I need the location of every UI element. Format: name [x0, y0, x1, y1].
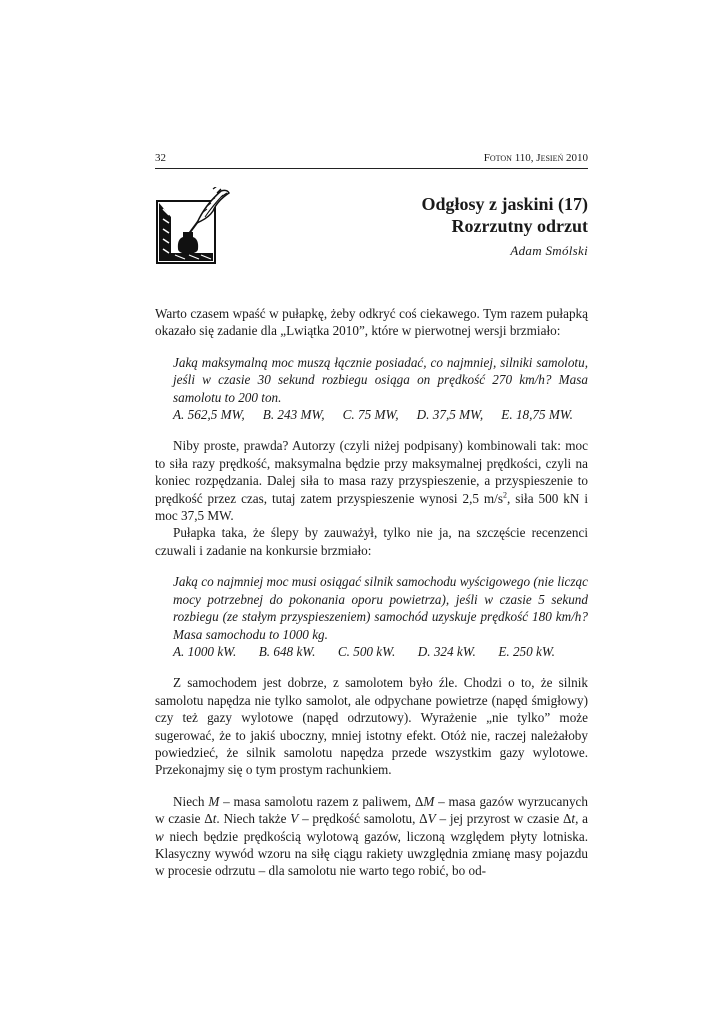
article-body	[155, 305, 588, 880]
article-author: Adam Smólski	[510, 243, 588, 258]
paragraph-4: Z samochodem jest dobrze, z samolotem było źle. Chodzi o to, że silnik samolotu napędza nie tylko samolot, ale odpychane powietrze (napęd śmigłowy) czy też gazy wylotowe (napęd odrzutowy). Wyrażenie „nie tylko” może sugerować, że to jakiś uboczny, mniej istotny efekt. Otóż nie, raczej należałoby powiedzieć, że silnik samolotu napędza przede wszystkim gazy wylotowe. Przekonajmy się o tym prostym rachunkiem.	[155, 675, 588, 778]
title-block	[421, 193, 588, 259]
quiz-answers-1	[173, 406, 573, 423]
symbol-V: V	[290, 811, 299, 827]
paragraph-2-text-a: Niby proste, prawda? Autorzy (czyli niżej podpisany) kombinowali tak: moc to siła razy prędkość, maksymalna będzie przy maksymalnej prędkości, czyli na koniec rozpędzania. Dalej siła to masa razy przyspieszenie, a przyspieszenie to prędkość przez czas, tutaj zatem przyspieszenie wynosi 2,5 m/s	[155, 438, 588, 506]
running-head	[155, 150, 588, 169]
superscript: 2	[502, 490, 507, 500]
answer-option: D. 324 kW.	[417, 643, 476, 659]
paragraph-2	[155, 437, 588, 524]
symbol-M: M	[208, 793, 220, 809]
answer-option: E. 18,75 MW.	[501, 407, 573, 423]
symbol-dt: t	[571, 811, 576, 827]
quill-and-inkwell-icon	[155, 187, 231, 265]
paragraph-3: Pułapka taka, że ślepy by zauważył, tylko nie ja, na szczęście recenzenci czuwali i zadanie na konkursie brzmiało:	[155, 525, 588, 558]
quiz-question-2-text: Jaką co najmniej moc musi osiągać silnik samochodu wyścigowego (nie licząc mocy potrzebnej do pokonania oporu powietrza), jeśli w czasie 5 sekund rozbiegu (ze stałym przyspieszeniem) samochód uzyskuje prędkość 180 km/h? Masa samochodu to 1000 kg.	[173, 574, 588, 642]
answer-option: B. 243 MW,	[262, 407, 325, 423]
answer-option: A. 1000 kW.	[173, 643, 237, 659]
quiz-answers-2	[173, 643, 555, 660]
answer-option: C. 75 MW,	[342, 407, 399, 423]
article-header	[155, 173, 588, 291]
answer-option: B. 648 kW.	[258, 643, 316, 659]
quiz-question-1	[173, 354, 588, 406]
article-subtitle: Rozrzutny odrzut	[451, 216, 588, 236]
answer-option: A. 562,5 MW,	[173, 407, 245, 423]
paragraph-5: Niech M – masa samolotu razem z paliwem, ΔM – masa gazów wyrzucanych w czasie Δt. Niech także V – prędkość samolotu, ΔV – jej przyrost w czasie Δt, a w niech będzie prędkością wylotową gazów, liczoną względem płyty lotniska. Klasyczny wywód wzoru na siłę ciągu rakiety uwzględnia zmianę masy pojazdu w procesie odrzutu – dla samolotu nie warto tego robić, bo od-	[155, 793, 588, 879]
paragraph-2-text-b: , siła 500 kN i moc 37,5 MW.	[155, 490, 588, 524]
paragraph-1: Warto czasem wpaść w pułapkę, żeby odkryć coś ciekawego. Tym razem pułapką okazało się zadanie dla „Lwiątka 2010”, które w pierwotnej wersji brzmiało:	[155, 306, 588, 339]
answer-option: C. 500 kW.	[337, 643, 396, 659]
journal-issue: Foton 110, Jesień 2010	[483, 152, 588, 164]
symbol-dt: t	[212, 811, 217, 827]
symbol-dM: M	[423, 793, 435, 809]
answer-option: E. 250 kW.	[498, 643, 555, 659]
symbol-dV: V	[427, 811, 436, 827]
page-number: 32	[155, 152, 166, 164]
page	[155, 150, 588, 880]
quiz-question-2	[173, 573, 588, 643]
article-title: Odgłosy z jaskini (17)	[421, 194, 588, 214]
quiz-question-1-text: Jaką maksymalną moc muszą łącznie posiadać, co najmniej, silniki samolotu, jeśli w czasie 30 sekund rozbiegu osiąga on prędkość 270 km/h? Masa samolotu to 200 ton.	[173, 354, 588, 405]
answer-option: D. 37,5 MW,	[416, 407, 484, 423]
symbol-w: w	[155, 828, 164, 844]
